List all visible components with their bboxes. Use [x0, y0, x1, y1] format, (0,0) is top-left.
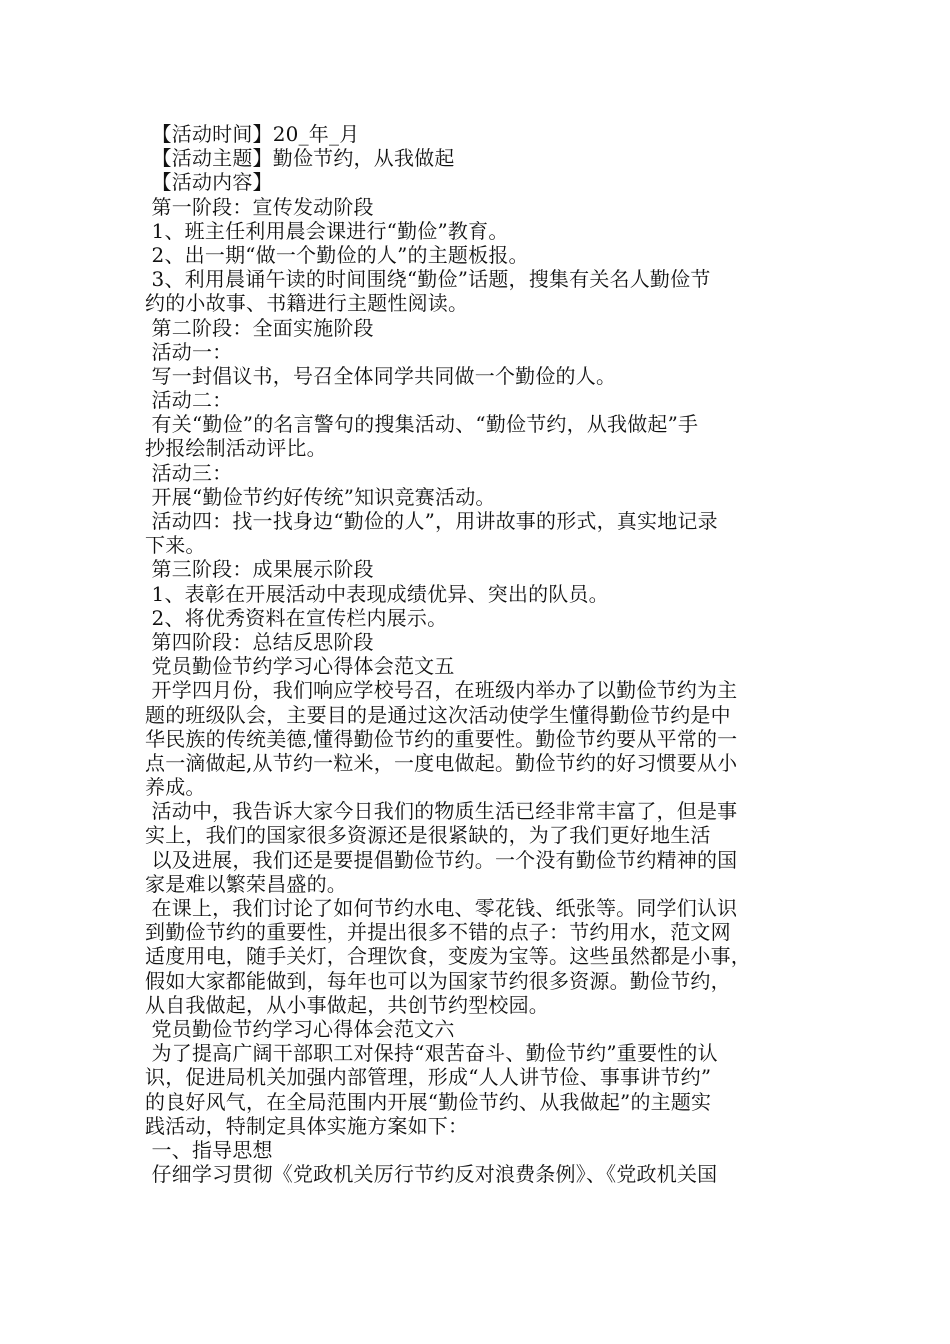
text-line: 华民族的传统美德,懂得勤俭节约的重要性。勤俭节约要从平常的一: [145, 726, 738, 751]
text-line: 家是难以繁荣昌盛的。: [145, 871, 347, 896]
text-line: 实上，我们的国家很多资源还是很紧缺的，为了我们更好地生活: [145, 823, 711, 848]
text-line: 【活动内容】: [145, 170, 273, 195]
text-line: 活动二：: [145, 388, 233, 413]
text-line: 从自我做起，从小事做起，共创节约型校园。: [145, 992, 549, 1017]
text-line: 活动四：找一找身边“勤俭的人”，用讲故事的形式，真实地记录: [145, 509, 718, 533]
text-line: 【活动时间】20_年_月: [145, 122, 360, 146]
text-line: 【活动主题】勤俭节约，从我做起: [145, 146, 455, 171]
text-line: 活动中，我告诉大家今日我们的物质生活已经非常丰富了，但是事: [145, 799, 738, 824]
text-line: 践活动，特制定具体实施方案如下：: [145, 1113, 469, 1138]
document-body: [145, 122, 810, 1186]
text-line: 1、表彰在开展活动中表现成绩优异、突出的队员。: [145, 581, 609, 606]
text-line: 题的班级队会，主要目的是通过这次活动使学生懂得勤俭节约是中: [145, 702, 731, 727]
text-line: 开展“勤俭节约好传统”知识竞赛活动。: [145, 484, 496, 509]
text-line: 在课上，我们讨论了如何节约水电、零花钱、纸张等。同学们认识: [145, 896, 738, 920]
text-line: 活动一：: [145, 339, 233, 364]
text-line: 为了提高广阔干部职工对保持“艰苦奋斗、勤俭节约”重要性的认: [145, 1041, 718, 1066]
text-line: 3、利用晨诵午读的时间围绕“勤俭”话题，搜集有关名人勤俭节: [145, 267, 711, 292]
text-line: 第四阶段：总结反思阶段: [145, 629, 374, 654]
text-line: 约的小故事、书籍进行主题性阅读。: [145, 291, 469, 316]
text-line: 一、指导思想: [145, 1137, 273, 1162]
text-line: 有关“勤俭”的名言警句的搜集活动、“勤俭节约，从我做起”手: [145, 412, 699, 437]
text-line: 点一滴做起,从节约一粒米，一度电做起。勤俭节约的好习惯要从小: [145, 750, 738, 775]
text-line: 假如大家都能做到，每年也可以为国家节约很多资源。勤俭节约，: [145, 968, 731, 993]
text-line: 到勤俭节约的重要性，并提出很多不错的点子：节约用水，范文网: [145, 920, 731, 945]
text-line: 的良好风气，在全局范围内开展“勤俭节约、从我做起”的主题实: [145, 1089, 712, 1114]
text-line: 养成。: [145, 775, 206, 800]
text-line: 2、将优秀资料在宣传栏内展示。: [145, 605, 448, 630]
text-line: 识，促进局机关加强内部管理，形成“人人讲节俭、事事讲节约”: [145, 1065, 712, 1090]
text-line: 1、班主任利用晨会课进行“勤俭”教育。: [145, 218, 509, 243]
text-line: 第二阶段：全面实施阶段: [145, 315, 374, 340]
text-line: 仔细学习贯彻《党政机关厉行节约反对浪费条例》、《党政机关国: [145, 1162, 718, 1187]
text-line: 开学四月份，我们响应学校号召，在班级内举办了以勤俭节约为主: [145, 678, 738, 703]
text-line: 以及进展，我们还是要提倡勤俭节约。一个没有勤俭节约精神的国: [145, 847, 738, 872]
text-line: 党员勤俭节约学习心得体会范文六: [145, 1016, 455, 1041]
text-line: 抄报绘制活动评比。: [145, 436, 327, 461]
text-line: 党员勤俭节约学习心得体会范文五: [145, 654, 455, 679]
text-line: 下来。: [145, 533, 206, 558]
text-line: 2、出一期“做一个勤俭的人”的主题板报。: [145, 242, 529, 267]
text-line: 写一封倡议书，号召全体同学共同做一个勤俭的人。: [145, 363, 617, 388]
text-line: 第一阶段：宣传发动阶段: [145, 194, 374, 219]
text-line: 活动三：: [145, 460, 233, 485]
text-line: 第三阶段：成果展示阶段: [145, 557, 374, 582]
text-line: 适度用电，随手关灯，合理饮食，变废为宝等。这些虽然都是小事，: [145, 944, 751, 969]
